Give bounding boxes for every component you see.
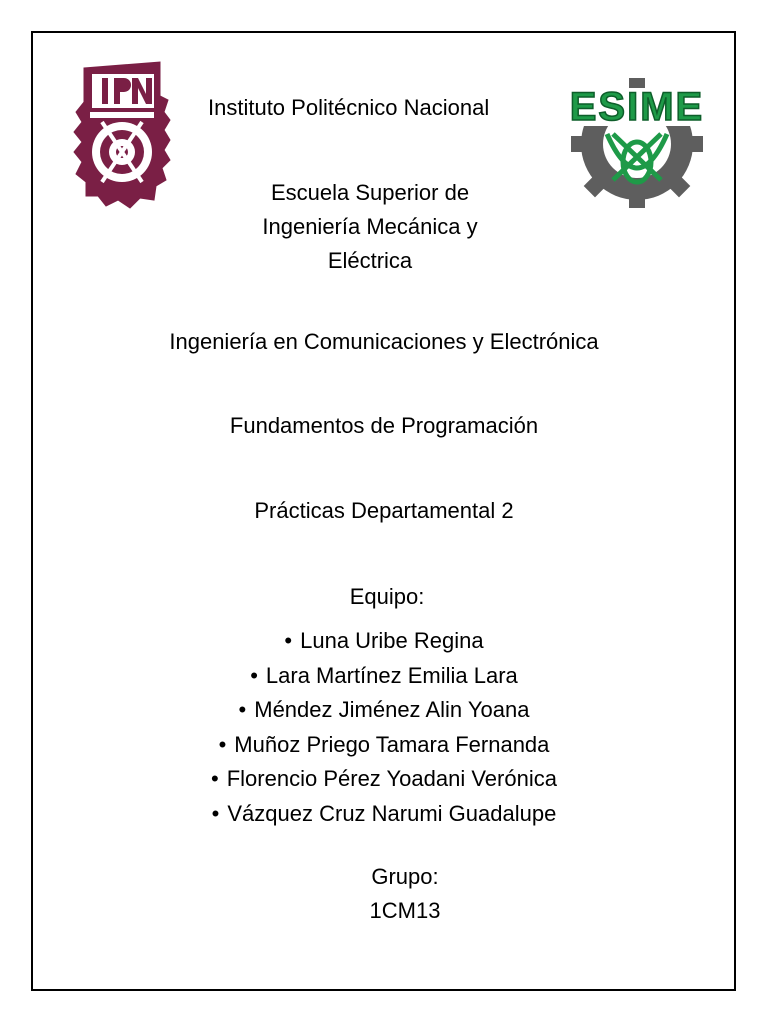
team-member: • Luna Uribe Regina bbox=[0, 624, 768, 659]
group-label: Grupo: bbox=[371, 864, 439, 889]
institution-name: Instituto Politécnico Nacional bbox=[208, 95, 490, 120]
team-member: • Méndez Jiménez Alin Yoana bbox=[0, 693, 768, 728]
school-line: Eléctrica bbox=[327, 248, 413, 273]
assignment-title: Prácticas Departamental 2 bbox=[254, 498, 514, 523]
team-member: • Vázquez Cruz Narumi Guadalupe bbox=[0, 797, 768, 832]
school-line: Escuela Superior de bbox=[270, 180, 470, 205]
course-name: Fundamentos de Programación bbox=[229, 413, 539, 438]
esime-logo bbox=[551, 52, 723, 210]
group-value: 1CM13 bbox=[369, 898, 441, 923]
school-line: Ingeniería Mecánica y bbox=[262, 214, 478, 239]
ipn-logo bbox=[72, 56, 172, 211]
school-name bbox=[210, 176, 530, 278]
team-member: • Florencio Pérez Yoadani Verónica bbox=[0, 762, 768, 797]
team-label: Equipo: bbox=[349, 584, 425, 609]
team-member: • Lara Martínez Emilia Lara bbox=[0, 659, 768, 694]
svg-text:ESIME: ESIME bbox=[569, 85, 705, 129]
team-member-list bbox=[0, 624, 768, 831]
group-info bbox=[255, 860, 555, 928]
team-member: • Muñoz Priego Tamara Fernanda bbox=[0, 728, 768, 763]
program-name: Ingeniería en Comunicaciones y Electrónica bbox=[169, 329, 599, 354]
